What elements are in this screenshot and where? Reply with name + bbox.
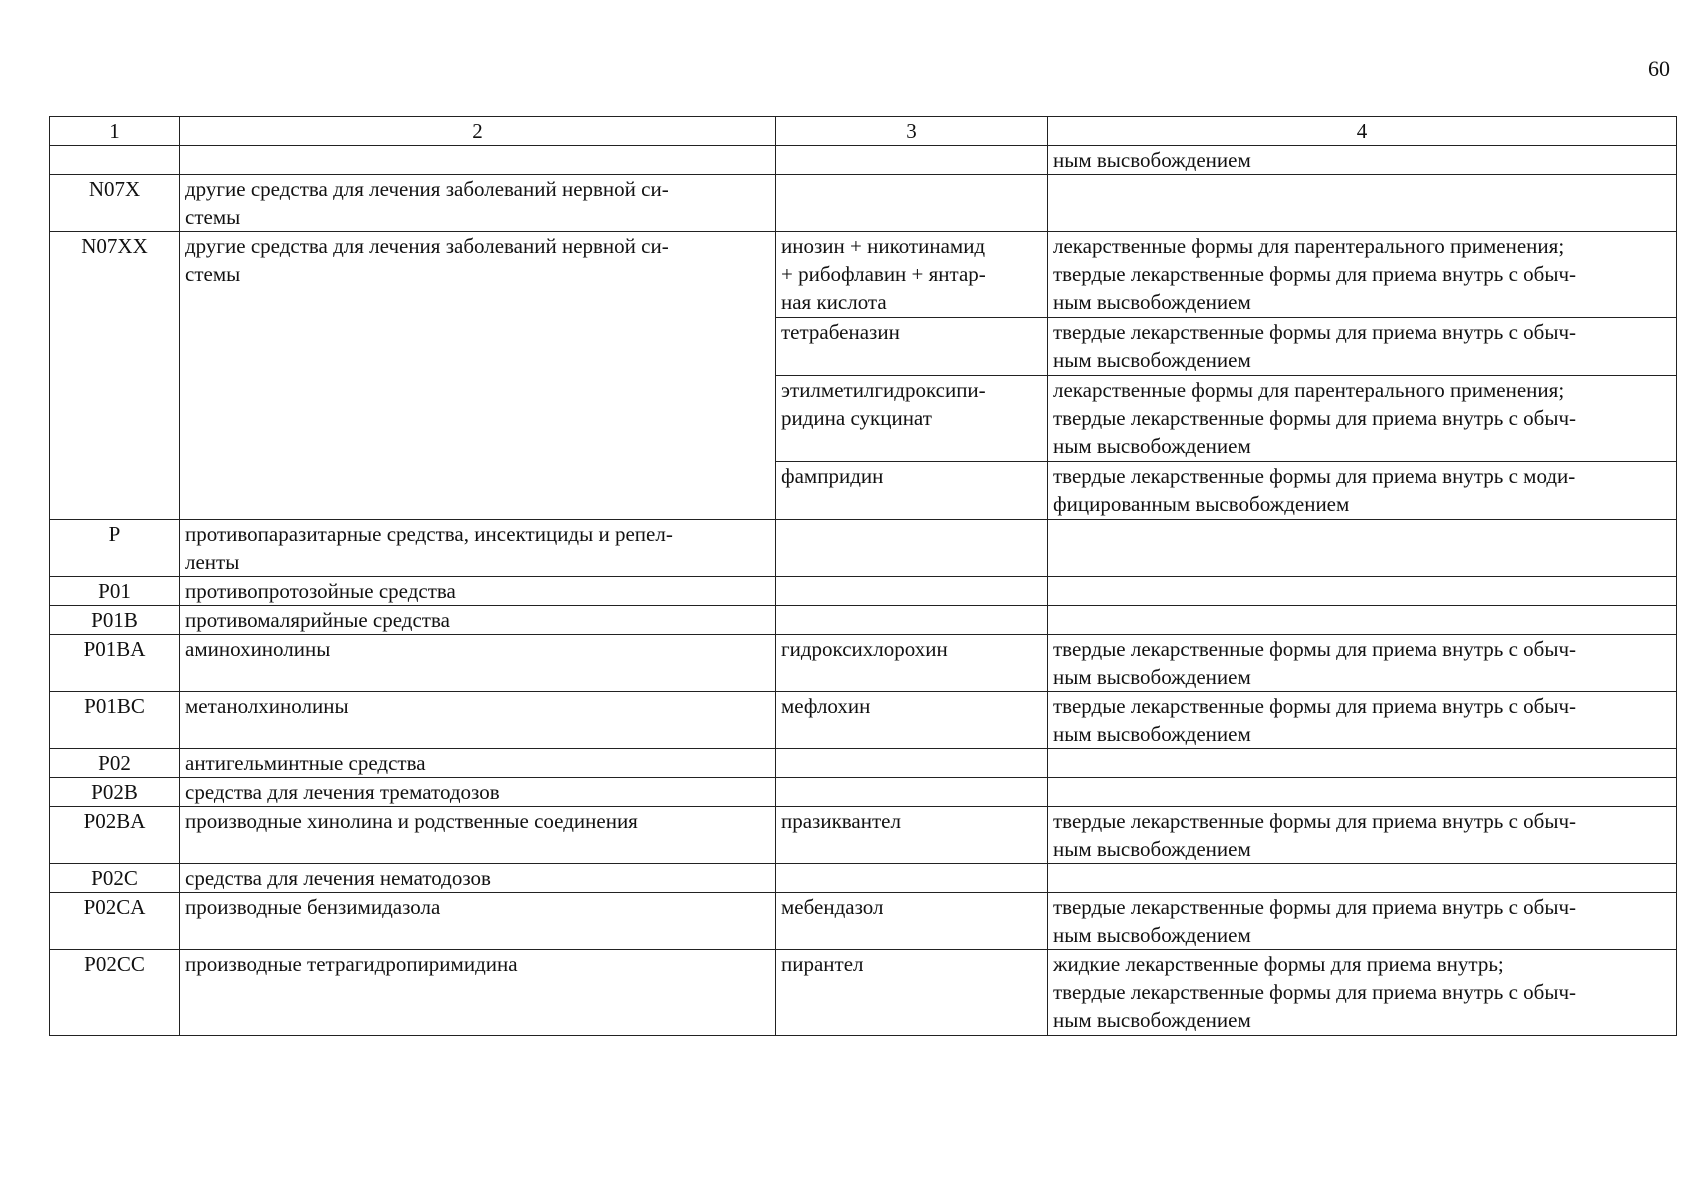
medicines-table: [49, 116, 1677, 1036]
code-cell: P02B: [50, 778, 180, 807]
form-cell: [1048, 864, 1677, 893]
column-header-1: 1: [50, 117, 180, 146]
drug-cell: [776, 749, 1048, 778]
group-cell: производные тетрагидропиримидина: [180, 950, 776, 1036]
table-row: [50, 577, 1677, 606]
code-cell: P01: [50, 577, 180, 606]
group-cell: противопротозойные средства: [180, 577, 776, 606]
code-cell: P02CC: [50, 950, 180, 1036]
code-cell: P02: [50, 749, 180, 778]
group-cell: средства для лечения нематодозов: [180, 864, 776, 893]
group-cell: другие средства для лечения заболеваний нервной си- стемы: [180, 232, 776, 520]
code-cell: P02BA: [50, 807, 180, 864]
group-cell: антигельминтные средства: [180, 749, 776, 778]
table-row: [50, 778, 1677, 807]
table-row: [50, 232, 1677, 318]
drug-cell: инозин + никотинамид + рибофлавин + янтар- ная кислота: [776, 232, 1048, 318]
table-row: [50, 950, 1677, 1036]
form-cell: лекарственные формы для парентерального применения; твердые лекарственные формы для приема внутрь с обыч- ным высвобождением: [1048, 376, 1677, 462]
code-cell: N07XX: [50, 232, 180, 520]
code-cell: P01BC: [50, 692, 180, 749]
group-cell: метанолхинолины: [180, 692, 776, 749]
drug-cell: этилметилгидроксипи- ридина сукцинат: [776, 376, 1048, 462]
form-cell: ным высвобождением: [1048, 146, 1677, 175]
table-row: [50, 635, 1677, 692]
code-cell: P02CA: [50, 893, 180, 950]
form-cell: твердые лекарственные формы для приема внутрь с обыч- ным высвобождением: [1048, 318, 1677, 376]
code-cell: P: [50, 520, 180, 577]
form-cell: [1048, 577, 1677, 606]
code-cell: P01BA: [50, 635, 180, 692]
form-cell: твердые лекарственные формы для приема внутрь с моди- фицированным высвобождением: [1048, 462, 1677, 520]
drug-cell: празиквантел: [776, 807, 1048, 864]
group-cell: противопаразитарные средства, инсектициды и репел- ленты: [180, 520, 776, 577]
drug-cell: [776, 146, 1048, 175]
drug-cell: мебендазол: [776, 893, 1048, 950]
page-number: 60: [1648, 56, 1670, 81]
drug-cell: [776, 606, 1048, 635]
drug-cell: гидроксихлорохин: [776, 635, 1048, 692]
table-header-row: [50, 117, 1677, 146]
table-row: [50, 692, 1677, 749]
table-row: [50, 807, 1677, 864]
table-row: [50, 520, 1677, 577]
drug-cell: тетрабеназин: [776, 318, 1048, 376]
drug-cell: [776, 175, 1048, 232]
column-header-3: 3: [776, 117, 1048, 146]
group-cell: производные бензимидазола: [180, 893, 776, 950]
form-cell: [1048, 520, 1677, 577]
group-cell: средства для лечения трематодозов: [180, 778, 776, 807]
table-row: [50, 146, 1677, 175]
table-row: [50, 175, 1677, 232]
table-row: [50, 606, 1677, 635]
table-row: [50, 893, 1677, 950]
code-cell: P01B: [50, 606, 180, 635]
group-cell: другие средства для лечения заболеваний нервной си- стемы: [180, 175, 776, 232]
table-row: [50, 864, 1677, 893]
form-cell: [1048, 749, 1677, 778]
code-cell: P02C: [50, 864, 180, 893]
form-cell: жидкие лекарственные формы для приема внутрь; твердые лекарственные формы для приема внутрь с обыч- ным высвобождением: [1048, 950, 1677, 1036]
drug-cell: фампридин: [776, 462, 1048, 520]
drug-cell: [776, 520, 1048, 577]
group-cell: противомалярийные средства: [180, 606, 776, 635]
drug-cell: пирантел: [776, 950, 1048, 1036]
drug-cell: [776, 778, 1048, 807]
form-cell: [1048, 175, 1677, 232]
table-row: [50, 749, 1677, 778]
group-cell: производные хинолина и родственные соединения: [180, 807, 776, 864]
drug-cell: [776, 864, 1048, 893]
form-cell: лекарственные формы для парентерального применения; твердые лекарственные формы для приема внутрь с обыч- ным высвобождением: [1048, 232, 1677, 318]
form-cell: твердые лекарственные формы для приема внутрь с обыч- ным высвобождением: [1048, 807, 1677, 864]
form-cell: твердые лекарственные формы для приема внутрь с обыч- ным высвобождением: [1048, 692, 1677, 749]
group-cell: аминохинолины: [180, 635, 776, 692]
form-cell: [1048, 606, 1677, 635]
code-cell: [50, 146, 180, 175]
drug-cell: [776, 577, 1048, 606]
drug-cell: мефлохин: [776, 692, 1048, 749]
form-cell: твердые лекарственные формы для приема внутрь с обыч- ным высвобождением: [1048, 635, 1677, 692]
code-cell: N07X: [50, 175, 180, 232]
column-header-4: 4: [1048, 117, 1677, 146]
group-cell: [180, 146, 776, 175]
form-cell: твердые лекарственные формы для приема внутрь с обыч- ным высвобождением: [1048, 893, 1677, 950]
form-cell: [1048, 778, 1677, 807]
column-header-2: 2: [180, 117, 776, 146]
